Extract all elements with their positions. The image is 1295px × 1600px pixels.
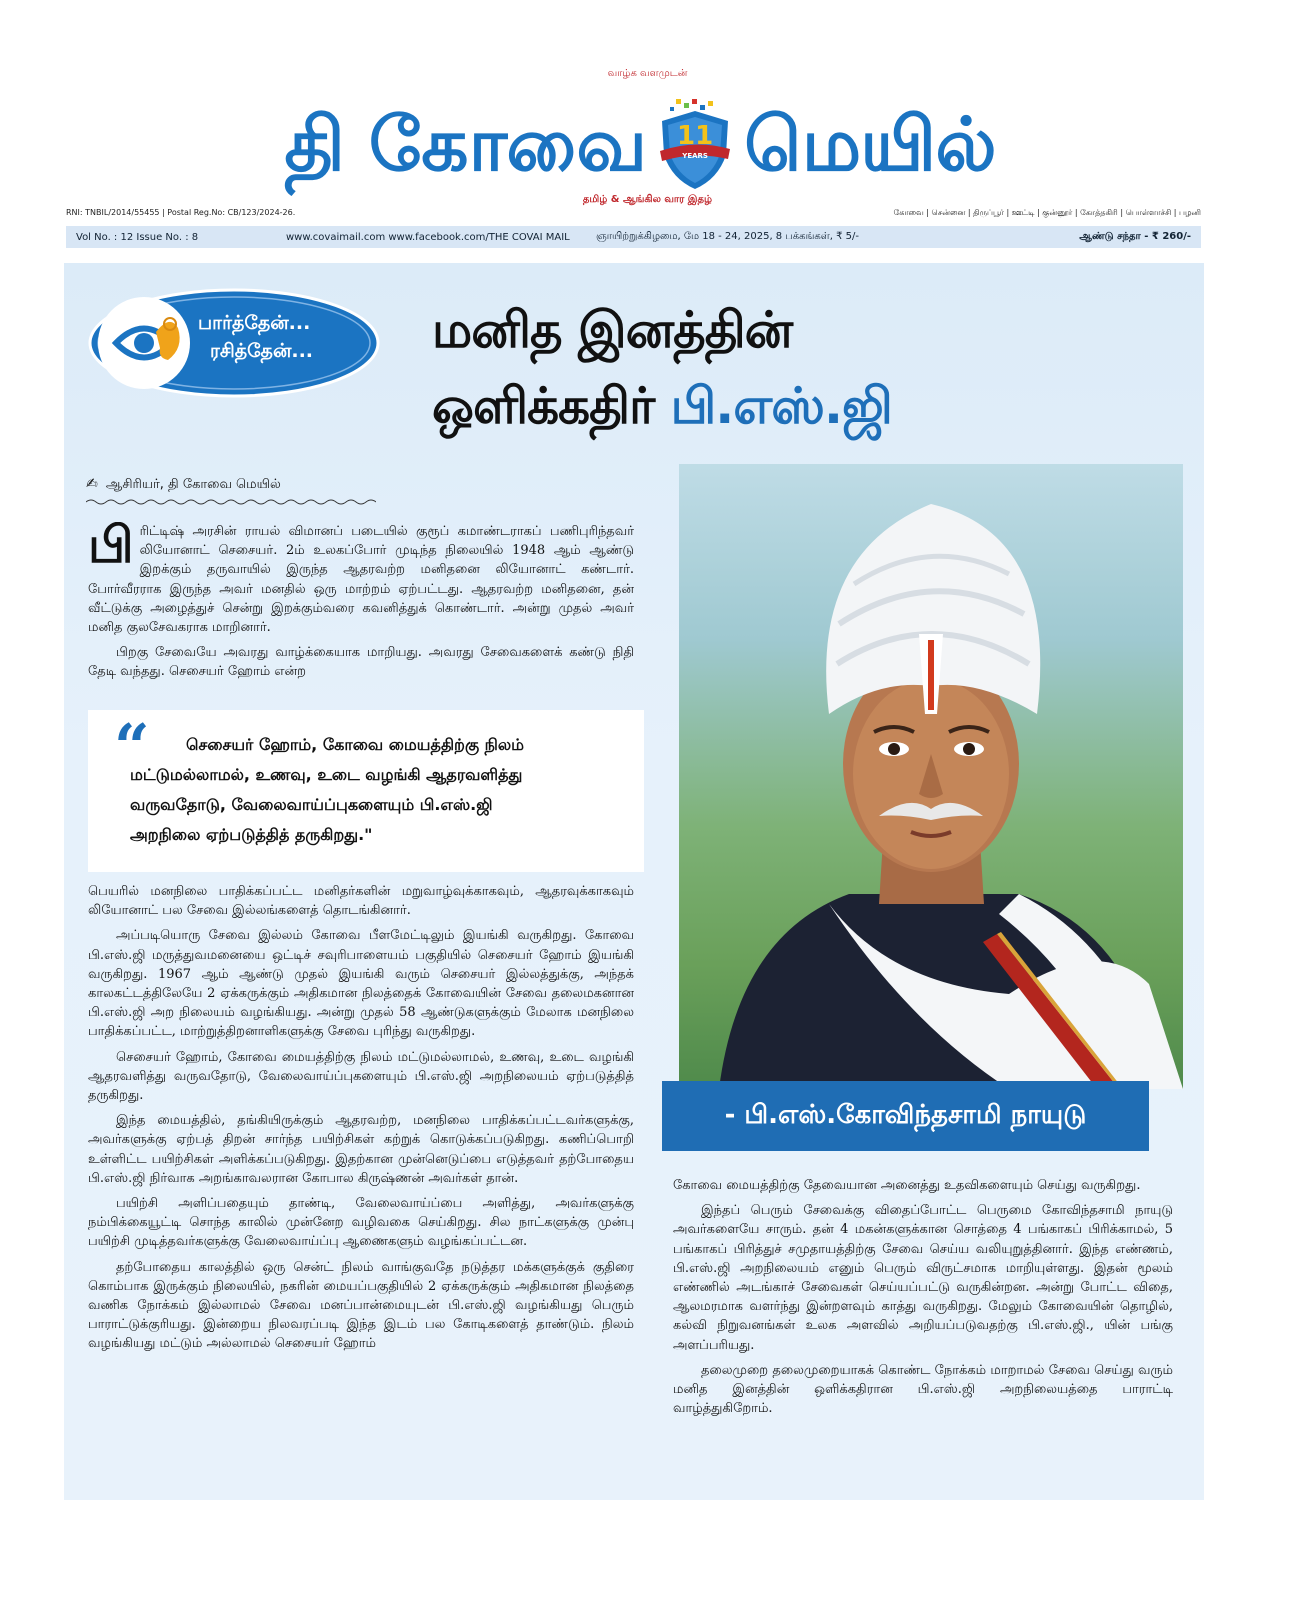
section-badge (88, 288, 380, 398)
issue-info-bar (66, 226, 1201, 248)
masthead-tagline-top: வாழ்க வளமுடன் (607, 68, 688, 79)
anniversary-shield-icon (656, 99, 734, 191)
logo-name-right: மெயில் (744, 102, 996, 188)
article-paragraph: பிறகு சேவையே அவரது வாழ்க்கையாக மாறியது. அவரது சேவைகளைக் கண்டு நிதி தேடி வந்தது. செசையர் ஹோம் என்ற (88, 645, 634, 680)
article-paragraph: செசையர் ஹோம், கோவை மையத்திற்கு நிலம் மட்டுமல்லாமல், உணவு, உடை வழங்கி ஆதரவளித்து வருவதோடு, வேலைவாய்ப்புகளையும் பி.எஸ்.ஜி அறநிலையம் ஏற்படுத்தித் தருகிறது. (88, 1049, 634, 1104)
portrait-illustration (679, 464, 1183, 1089)
subscription-price: ஆண்டு சந்தா - ₹ 260/- (1079, 231, 1191, 242)
article-paragraph: தலைமுறை தலைமுறையாகக் கொண்ட நோக்கம் மாறாமல் சேவை செய்து வரும் மனித இனத்தின் ஒளிக்கதிரான பி.எஸ்.ஜி அறநிலையத்தை பாராட்டி வாழ்த்துகிறோம். (673, 1362, 1173, 1417)
pull-quote-line: அறநிலை ஏற்படுத்தித் தருகிறது." (130, 825, 373, 844)
volume-issue: Vol No. : 12 Issue No. : 8 (76, 231, 199, 243)
pull-quote-line: செசையர் ஹோம், கோவை மையத்திற்கு நிலம் (186, 735, 525, 754)
headline-blue-word: பி.எஸ்.ஜி (670, 377, 892, 435)
pull-quote (88, 710, 644, 872)
article-paragraph: இந்தப் பெரும் சேவைக்கு விதைப்போட்ட பெருமை கோவிந்தசாமி நாயுடு அவர்களையே சாரும். தன் 4 மகன்களுக்கான சொத்தை 4 பங்காகப் பிரிக்காமல், 5 பங்காகப் பிரித்துச் சமுதாயத்திற்கு சேவை செய்ய வலியுறுத்தினார். இந்த எண்ணம், பி.எஸ்.ஜி அறநிலையம் எனும் பெரும் விருட்சமாக மாறியுள்ளது. இதன் மூலம் எண்ணில் அடங்காச் சேவைகள் செய்யப்பட்டு வருகின்றன. அன்று போட்ட விதை, ஆலமரமாக வளர்ந்து இன்றளவும் காத்து வருகிறது. மேலும் கோவையின் தொழில், கல்வி நிறுவனங்கள் உலக அளவில் அறியப்படுவதற்கு பி.எஸ்.ஜி., யின் பங்கு அளப்பரியது. (673, 1203, 1173, 1353)
headline-line-2 (432, 368, 1152, 444)
portrait-caption-text: - பி.எஸ்.கோவிந்தசாமி நாயுடு (724, 1099, 1087, 1130)
pull-quote-text (118, 730, 624, 850)
byline-text: ஆசிரியர், தி கோவை மெயில் (105, 477, 281, 492)
article-right (673, 1176, 1173, 1486)
badge-line-1: பார்த்தேன்... (198, 312, 311, 334)
quote-mark-icon: “ (114, 710, 150, 783)
headline-black-word: ஒளிக்கதிர் (432, 377, 655, 435)
rni-registration: RNI: TNBIL/2014/55455 | Postal Reg.No: CB/123/2024-26. (66, 208, 296, 217)
article-paragraph: தற்போதைய காலத்தில் ஒரு சென்ட் நிலம் வாங்குவதே நடுத்தர மக்களுக்குக் குதிரை கொம்பாக இருக்கும் நிலையில், நகரின் மையப்பகுதியில் 2 ஏக்கருக்கும் அதிகமான நிலத்தை வணிக நோக்கம் இல்லாமல் சேவை மனப்பான்மையுடன் பி.எஸ்.ஜி வழங்கியது பெரும் பாராட்டுக்குரியது. இன்றைய நிலவரப்படி இந்த இடம் பல கோடிகளைத் தாண்டும். நிலம் வழங்கியது மட்டும் அல்லாமல் செசையர் ஹோம் (88, 1259, 634, 1352)
article-paragraph: பெயரில் மனநிலை பாதிக்கப்பட்ட மனிதர்களின் மறுவாழ்வுக்காகவும், ஆதரவுக்காகவும் லியோனாட் பல சேவை இல்லங்களைத் தொடங்கினார். (88, 884, 634, 919)
logo-name-left: தி கோவை (284, 102, 647, 188)
edition-cities: கோவை | சென்னை | திருப்பூர் | ஊட்டி | குன்னூர் | கோத்தகிரி | பொள்ளாச்சி | பழனி (893, 208, 1201, 217)
badge-line-2: ரசித்தேன்... (210, 340, 314, 362)
headline (432, 292, 1152, 444)
anniversary-number: 11 (677, 121, 714, 151)
drop-cap: பி (88, 522, 134, 574)
pull-quote-line: மட்டுமல்லாமல், உணவு, உடை வழங்கி ஆதரவளித்து (130, 765, 523, 784)
article-paragraph: அப்படியொரு சேவை இல்லம் கோவை பீளமேட்டிலும் இயங்கி வருகிறது. கோவை பி.எஸ்.ஜி மருத்துவமனையை ஒட்டிச் சவுரிபாளையம் பகுதியில் செசையர் ஹோம் இயங்கி வருகிறது. 1967 ஆம் ஆண்டு முதல் இயங்கி வரும் செசையர் இல்லத்துக்கு, அந்தக் காலகட்டத்திலேயே 2 ஏக்கருக்கும் அதிகமான நிலத்தைக் கோவையின் சேவை தலைமகனான பி.எஸ்.ஜி அற நிலையம் வழங்கியது. அன்று முதல் 58 ஆண்டுகளுக்கும் மேலாக மனநிலை பாதிக்கப்பட்ட, மாற்றுத்திறனாளிகளுக்கு சேவை புரிந்து வருகிறது. (88, 928, 634, 1040)
byline-wavy-divider (86, 498, 376, 506)
website-links[interactable]: www.covaimail.com www.facebook.com/THE COVAI MAIL (286, 231, 570, 243)
headline-line-1: மனித இனத்தின் (432, 301, 793, 359)
byline (86, 476, 281, 493)
anniversary-word: YEARS (682, 152, 708, 160)
article-paragraph: கோவை மையத்திற்கு தேவையான அனைத்து உதவிகளையும் செய்து வருகிறது. (673, 1178, 1141, 1193)
pen-icon: ✍ (86, 476, 98, 492)
masthead (0, 0, 1295, 250)
article-left-lower (88, 882, 634, 1478)
article-paragraph: பிரிட்டிஷ் அரசின் ராயல் விமானப் படையில் குரூப் கமாண்டராகப் பணிபுரிந்தவர் லியோனாட் செசையர். 2ம் உலகப்போர் முடிந்த நிலையில் 1948 ஆம் ஆண்டு இறக்கும் தருவாயில் இருந்த ஆதரவற்ற மனிதனை லியோனாட் கண்டார். போர்வீரராக இருந்த அவர் மனதில் ஒரு மாற்றம் ஏற்பட்டது. ஆதரவற்ற மனிதனை, தன் வீட்டுக்கு அழைத்துச் சென்று இறக்கும்வரை கவனித்துக் கொண்டார். அன்று முதல் அவர் மனித குலசேவகராக மாறினார். (88, 522, 634, 636)
issue-date: ஞாயிற்றுக்கிழமை, மே 18 - 24, 2025, 8 பக்கங்கள், ₹ 5/- (596, 231, 859, 242)
article-paragraph: இந்த மையத்தில், தங்கியிருக்கும் ஆதரவற்ற, மனநிலை பாதிக்கப்பட்டவர்களுக்கு, அவர்களுக்கு ஏற்பத் திறன் சார்ந்த பயிற்சிகள் கற்றுக் கொடுக்கப்படுகிறது. கணிப்பொறி உள்ளிட்ட பயிற்சிகள் அளிக்கப்படுகிறது. இதற்கான முன்னெடுப்பை எடுத்தவர் தற்போதைய பி.எஸ்.ஜி நிர்வாக அறங்காவலரான கோபால கிருஷ்ணன் அவர்கள் தான். (88, 1113, 634, 1186)
newspaper-logo[interactable] (225, 90, 1055, 200)
article-paragraph: பயிற்சி அளிப்பதையும் தாண்டி, வேலைவாய்ப்பை அளித்து, அவர்களுக்கு நம்பிக்கையூட்டி சொந்த காலில் முன்னேற வழிவகை செய்கிறது. சில நாட்களுக்கு முன்பு பயிற்சி முடித்தவர்களுக்கு வேலைவாய்ப்பு ஆணைகளும் வழங்கப்பட்டன. (88, 1196, 634, 1250)
pull-quote-line: வருவதோடு, வேலைவாய்ப்புகளையும் பி.எஸ்.ஜி (130, 795, 493, 814)
portrait-image (679, 464, 1183, 1089)
article-left-upper (88, 522, 634, 708)
portrait-caption (662, 1081, 1149, 1151)
masthead-tagline-bottom: தமிழ் & ஆங்கில வார இதழ் (582, 194, 713, 205)
